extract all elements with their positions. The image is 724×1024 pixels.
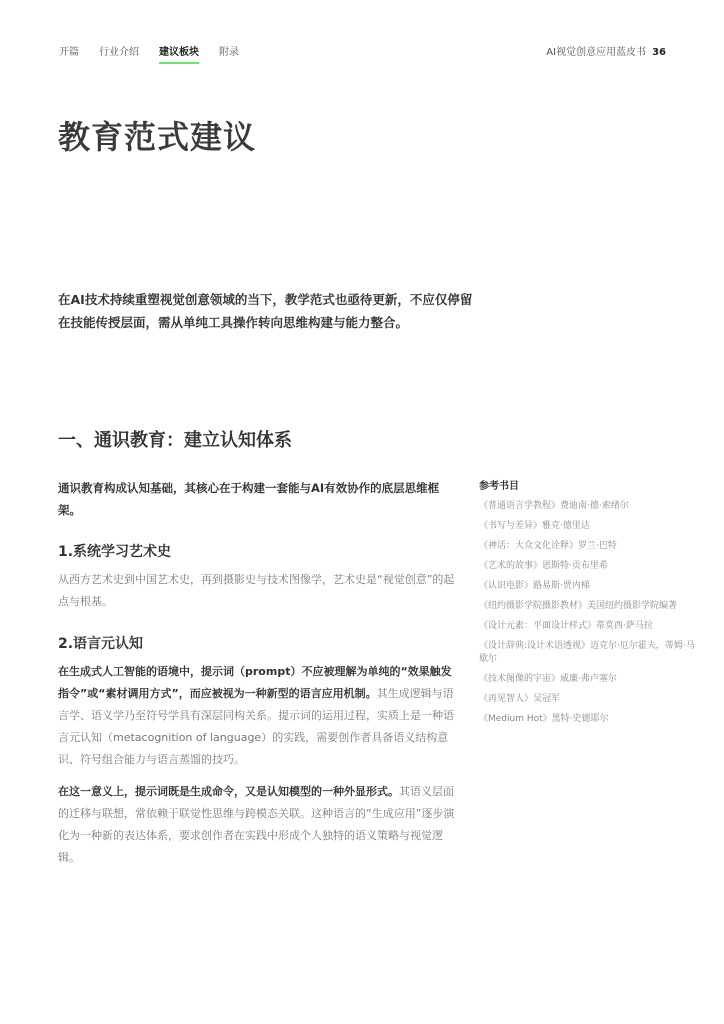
reference-item: 《艺术的故事》恩斯特·贡布里希	[479, 561, 608, 571]
nav-item-opening[interactable]: 开篇	[59, 47, 79, 58]
paragraph-prompt-cognition	[58, 781, 458, 869]
paragraph-emphasis: 在这一意义上，提示词既是生成命令，又是认知模型的一种外显形式。	[58, 785, 399, 798]
section-heading: 一、通识教育：建立认知体系	[58, 430, 292, 451]
subsection-heading-art-history: 1.系统学习艺术史	[58, 544, 172, 560]
subsection-heading-language-metacognition: 2.语言元认知	[58, 636, 144, 652]
reference-item: 《再见智人》吴冠军	[479, 694, 561, 704]
paragraph-emphasis: 在生成式人工智能的语境中，提示词（prompt）不应被理解为单纯的“效果触发指令”或“素材调用方式”，而应被视为一种新型的语言应用机制。	[58, 665, 452, 700]
reference-item: 《普通语言学教程》费迪南·德·索绪尔	[479, 501, 629, 511]
reference-item: 《纽约摄影学院摄影教材》美国纽约摄影学院编著	[479, 601, 678, 611]
page-title: 教育范式建议	[58, 118, 257, 156]
reference-item: 《Medium Hot》黑特·史德耶尔	[479, 714, 609, 724]
paragraph-art-history	[58, 569, 458, 613]
running-header	[546, 46, 666, 60]
reference-item: 《神话：大众文化诠释》罗兰·巴特	[479, 541, 617, 551]
paragraph-text: 从西方艺术史到中国艺术史，再到摄影史与技术图像学，艺术史是“视觉创意”的起点与根基。	[58, 573, 455, 608]
nav-item-industry-intro[interactable]: 行业介绍	[99, 47, 139, 58]
paragraph-text: 其语义层面的迁移与联想，常依赖于联觉性思维与跨模态关联。这种语言的“生成应用”逐步演化为一种新的表达体系，要求创作者在实践中形成个人独特的语义策略与视觉逻辑。	[58, 785, 455, 864]
reference-item: 《认识电影》路易斯·贾内梯	[479, 581, 590, 591]
reference-item: 《技术图像的宇宙》威廉·弗卢塞尔	[479, 674, 617, 684]
reference-item: 《设计辞典:设计术语透视》迈克尔·厄尔霍夫，蒂姆·马歇尔	[479, 641, 695, 664]
paragraph-text: 其生成逻辑与语言学、语义学乃至符号学具有深层同构关系。提示词的运用过程，实质上是一种语言元认知（metacognition of language）的实践，需要创作者具备语义结构意识、符号组合能力与语言蒸馏的技巧。	[58, 687, 454, 766]
references-title: 参考书目	[479, 481, 519, 492]
paragraph-prompt-mechanism	[58, 661, 458, 771]
section-lead: 通识教育构成认知基础，其核心在于构建一套能与AI有效协作的底层思维框架。	[58, 481, 440, 517]
top-nav	[59, 46, 259, 60]
main-column	[58, 477, 458, 869]
reference-item: 《书写与差异》雅克·德里达	[479, 521, 590, 531]
nav-item-suggestions[interactable]: 建议板块	[159, 47, 199, 58]
references-sidebar	[479, 477, 699, 733]
nav-item-appendix[interactable]: 附录	[219, 47, 239, 58]
reference-item: 《设计元素：平面设计样式》蒂莫西·萨马拉	[479, 621, 653, 631]
page-number: 36	[652, 47, 666, 58]
book-title: AI视觉创意应用蓝皮书	[546, 47, 647, 58]
intro-paragraph: 在AI技术持续重塑视觉创意领域的当下，教学范式也亟待更新，不应仅停留在技能传授层面，需从单纯工具操作转向思维构建与能力整合。	[58, 292, 473, 330]
